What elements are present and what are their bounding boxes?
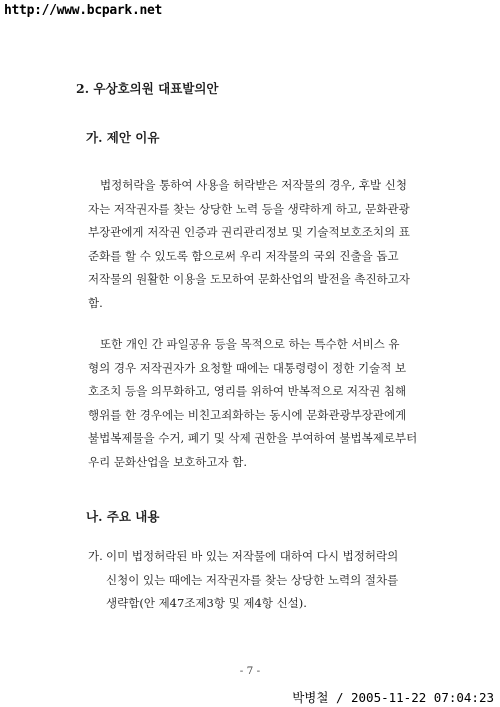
section-title: 2. 우상호의원 대표발의안 [76,81,219,96]
watermark-url: http://www.bcpark.net [4,3,163,18]
paragraph-line: 자는 저작권자를 찾는 상당한 노력 등을 생략하게 하고, 문화관광 [88,201,410,216]
paragraph-line: 우리 문화산업을 보호하고자 함. [88,454,248,469]
paragraph-line: 행위를 한 경우에는 비친고죄화하는 동시에 문화관광부장관에게 [88,407,407,422]
list-item-line: 이미 법정허락된 바 있는 저작물에 대하여 다시 법정허락의 [106,549,399,563]
paragraph-reason-2 [88,333,430,475]
paragraph-line: 불법복제물을 수거, 폐기 및 삭제 권한을 부여하여 불법복제로부터 [88,431,418,446]
page-number: - 7 - [239,665,261,677]
paragraph-line: 형의 경우 저작권자가 요청할 때에는 대통령령이 정한 기술적 보 [88,360,407,375]
paragraph-line: 법정허락을 통하여 사용을 허락받은 저작물의 경우, 후발 신청 [100,178,407,192]
paragraph-line: 저작물의 원활한 이용을 도모하여 문화산업의 발전을 촉진하고자 [88,272,410,287]
paragraph-line: 함. [88,295,103,310]
paragraph-line: 또한 개인 간 파일공유 등을 목적으로 하는 특수한 서비스 유 [100,337,400,351]
list-item-marker: 가. [88,549,103,563]
subsection-title-reason: 가. 제안 이유 [86,130,160,145]
footer-stamp: 박병철 / 2005-11-22 07:04:23 [292,690,494,705]
paragraph-line: 준화를 할 수 있도록 함으로써 우리 저작물의 국외 진출을 돕고 [88,248,399,263]
paragraph-reason-1 [88,174,430,316]
paragraph-line: 부장관에게 저작권 인증과 권리관리정보 및 기술적보호조치의 표 [88,225,410,240]
list-item-line: 신청이 있는 때에는 저작권자를 찾는 상당한 노력의 절차를 [106,572,399,587]
subsection-title-content: 나. 주요 내용 [86,509,160,524]
paragraph-line: 호조치 등을 의무화하고, 영리를 위하여 반복적으로 저작권 침해 [88,384,407,399]
list-item-line: 생략함(안 제47조제3항 및 제4항 신설). [106,596,307,611]
